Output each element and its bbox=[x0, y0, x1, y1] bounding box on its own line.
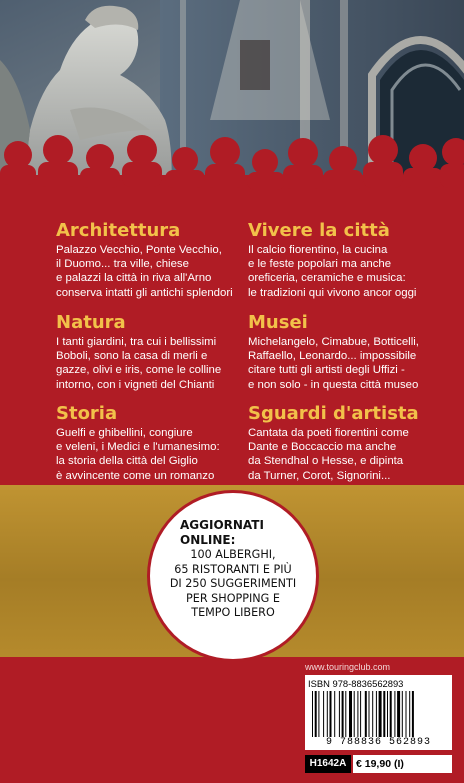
isbn-barcode-box bbox=[305, 675, 452, 750]
section-vivere-la-citta bbox=[248, 220, 463, 300]
section-storia bbox=[56, 403, 271, 483]
promo-line: DI 250 SUGGERIMENTI bbox=[169, 577, 297, 591]
barcode-icon bbox=[308, 691, 449, 737]
website-url: www.touringclub.com bbox=[305, 662, 391, 672]
section-title: Storia bbox=[56, 403, 118, 424]
promo-line: 65 RISTORANTI E PIÙ bbox=[174, 562, 292, 576]
section-text: Il calcio fiorentino, la cucina e le feste popolari ma anche oreficeria, ceramiche e musica: le tradizioni qui vivono ancor oggi bbox=[248, 244, 417, 299]
section-text: Cantata da poeti fiorentini come Dante e Boccaccio ma anche da Stendhal o Hesse, e dipinta da Turner, Corot, Signorini... bbox=[248, 427, 409, 482]
section-text: Palazzo Vecchio, Ponte Vecchio, il Duomo... tra ville, chiese e palazzi la città in riva all'Arno conserva intatti gli antichi splendori bbox=[56, 244, 233, 299]
section-sguardi-d-artista bbox=[248, 403, 463, 483]
isbn-text: ISBN 978-8836562893 bbox=[308, 678, 404, 689]
section-title: Sguardi d'artista bbox=[248, 403, 419, 424]
section-title: Architettura bbox=[56, 220, 181, 241]
section-natura bbox=[56, 312, 271, 392]
section-text: I tanti giardini, tra cui i bellissimi Boboli, sono la casa di merli e gazze, olivi e iris, come le colline intorno, con i vigneti del Chianti bbox=[56, 336, 222, 391]
promo-line: 100 ALBERGHI, bbox=[190, 548, 276, 561]
section-title: Vivere la città bbox=[248, 220, 390, 241]
promo-text bbox=[162, 518, 304, 621]
hero-image-dante-statue-crowd bbox=[0, 0, 464, 210]
product-code: H1642A bbox=[305, 755, 351, 773]
section-musei bbox=[248, 312, 463, 392]
promo-heading-1: AGGIORNATI bbox=[180, 518, 264, 532]
promo-line: TEMPO LIBERO bbox=[191, 606, 275, 620]
section-text: Guelfi e ghibellini, congiure e veleni, i Medici e l'umanesimo: la storia della città del Giglio è avvincente come un romanzo bbox=[56, 427, 220, 482]
section-architettura bbox=[56, 220, 271, 300]
promo-heading-2: ONLINE: bbox=[180, 533, 236, 547]
section-title: Natura bbox=[56, 312, 126, 333]
barcode-number: 9 788836 562893 bbox=[325, 737, 431, 748]
price-label: € 19,90 (I) bbox=[353, 755, 452, 773]
promo-line: PER SHOPPING E bbox=[186, 591, 280, 605]
section-text: Michelangelo, Cimabue, Botticelli, Raffaello, Leonardo... impossibile citare tutti gli artisti degli Uffizi - e non solo - in questa città museo bbox=[248, 336, 419, 391]
section-title: Musei bbox=[248, 312, 308, 333]
